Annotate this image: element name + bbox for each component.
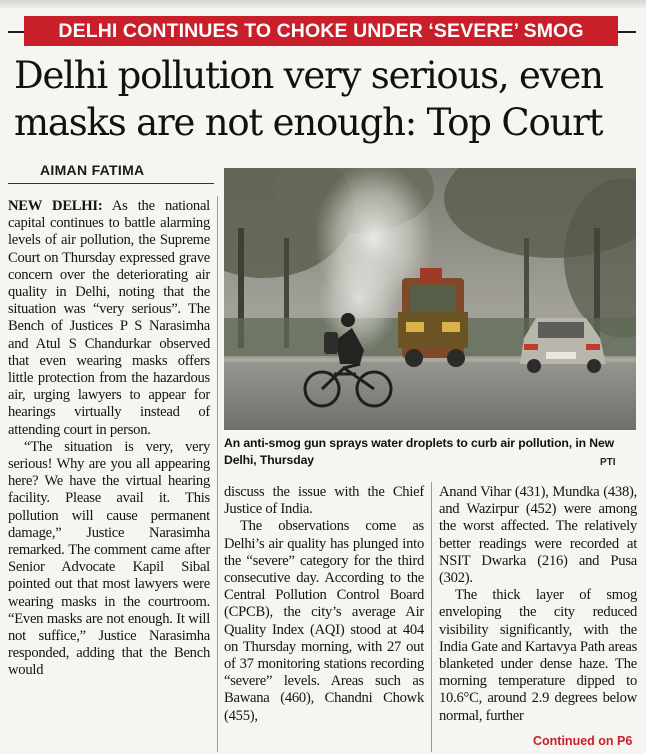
news-photo: [224, 168, 636, 430]
article-column-3: [439, 484, 637, 725]
article-column-1: [8, 198, 210, 680]
column-rule-1: [217, 196, 218, 752]
photo-caption: An anti-smog gun sprays water droplets to curb air pollution, in New Delhi, Thursday: [224, 436, 615, 467]
dateline: NEW DELHI:: [8, 198, 103, 214]
byline: AIMAN FATIMA: [40, 162, 145, 178]
kicker-rule-left: [8, 31, 24, 33]
article-paragraph-3: The observations come as Delhi’s air quality has plunged into the “severe” category for the third consecutive day. According to the Central Pollution Control Board (CPCB), the city’s average Air Quality Index (AQI) stood at 404 on Thursday morning, with 27 out of 37 monitoring stations recording “severe” levels. Areas such as Bawana (460), Chandni Chowk (455),: [224, 518, 424, 724]
article-paragraph-1: [8, 198, 210, 439]
kicker-rule-right: [618, 31, 636, 33]
article-paragraph-2: “The situation is very, very serious! Why are you all appearing here? We have the virtual hearing facility. Please avail it. This pollution will cause permanent damage,” Justice Narasimha remarked. The comment came after Senior Advocate Kapil Sibal pointed out that most lawyers were wearing masks in the courtroom. “Even masks are not enough. It will not suffice,” Justice Narasimha responded, adding that the Bench would: [8, 438, 210, 679]
article-column-2: [224, 484, 424, 725]
headline-line-1: Delhi pollution very serious, even: [14, 54, 603, 97]
column-rule-2: [431, 482, 432, 752]
smog-street-photo: [224, 168, 636, 430]
headline-line-2: masks are not enough: Top Court: [14, 101, 603, 144]
byline-rule: [8, 183, 214, 184]
kicker-row: [0, 16, 646, 46]
article-paragraph-3-cont: Anand Vihar (431), Mundka (438), and Wazirpur (452) were among the worst affected. The relatively better readings were recorded at NSIT Dwarka (216) and Pusa (302).: [439, 484, 637, 587]
continued-on-link[interactable]: Continued on P6: [533, 734, 633, 748]
kicker-banner: DELHI CONTINUES TO CHOKE UNDER ‘SEVERE’ SMOG: [24, 16, 618, 46]
paragraph-1-text: As the national capital continues to battle alarming levels of air pollution, the Supreme Court on Thursday expressed grave concern over the deteriorating air quality in Delhi, noting that the situation was “very serious”. The Bench of Justices P S Narasimha and Atul S Chandurkar observed that even wearing masks offers little protection from the hazardous air, urging lawyers to appear for hearings virtually instead of attending court in person.: [8, 198, 210, 438]
headline: [14, 52, 640, 146]
photo-credit: PTI: [600, 457, 616, 468]
article-paragraph-4: The thick layer of smog enveloping the city reduced visibility significantly, with the India Gate and Kartavya Path areas blanketed under dense haze. The morning temperature dipped to 10.6°C, around 2.9 degrees below normal, further: [439, 587, 637, 724]
article-paragraph-2-cont: discuss the issue with the Chief Justice of India.: [224, 484, 424, 518]
page-top-strip: [0, 0, 646, 8]
